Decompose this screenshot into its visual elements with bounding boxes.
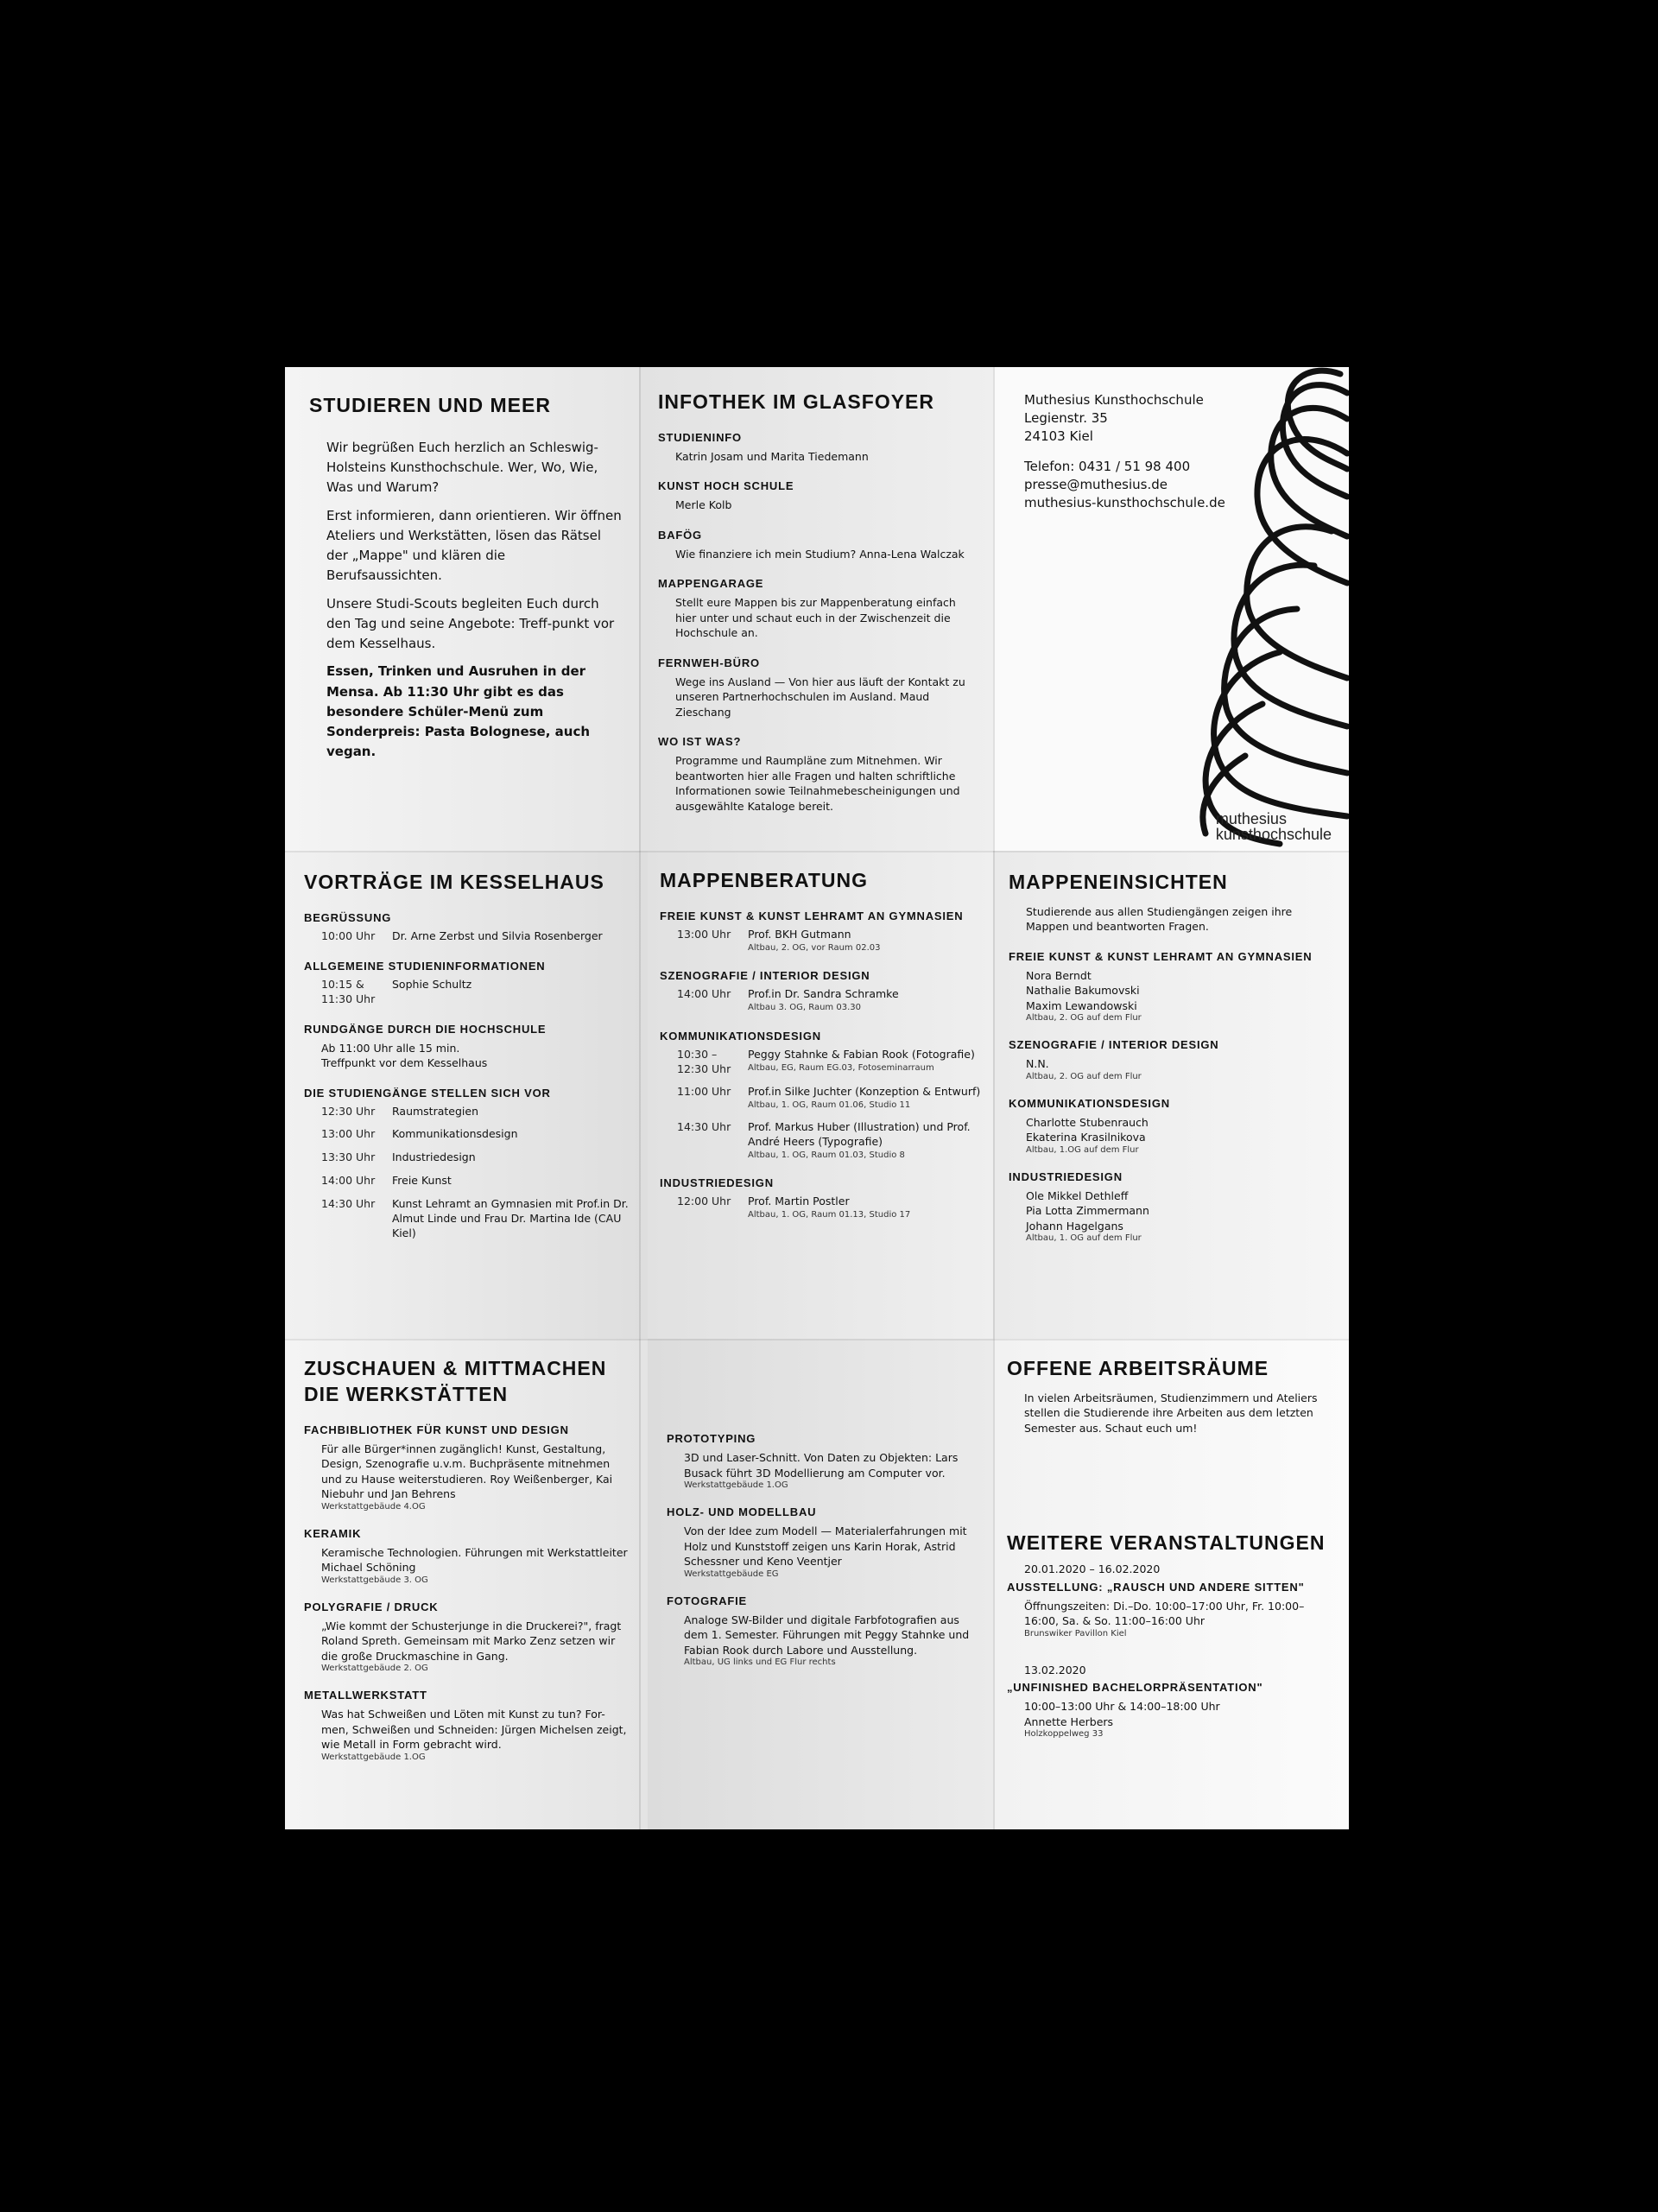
description: Ab 11:00 Uhr alle 15 min. Treffpunkt vor dem Kesselhaus xyxy=(321,1041,488,1070)
werkstatt-section xyxy=(667,1505,979,1579)
item-heading: WO IST WAS? xyxy=(658,735,742,749)
schedule-row xyxy=(321,1127,632,1142)
description xyxy=(748,1195,981,1220)
subsection-heading: FREIE KUNST & KUNST LEHRAMT AN GYMNASIEN xyxy=(660,909,964,922)
schedule-row xyxy=(321,978,632,1007)
item-text: Stellt eure Mappen bis zur Mappenberatung einfach hier unter und schaut euch in der Zwischenzeit die Hochschule an. xyxy=(675,596,956,640)
subsection-heading: METALLWERKSTATT xyxy=(304,1689,427,1702)
item-text: Merle Kolb xyxy=(675,498,732,512)
description: „Wie kommt der Schusterjunge in die Druckerei?", fragt Roland Spreth. Gemeinsam mit Marko Zenz setzen wir die große Druckmaschine in Gang. xyxy=(321,1619,622,1663)
time: 13:00 Uhr xyxy=(321,1127,376,1141)
description: Kommunikationsdesign xyxy=(392,1127,518,1141)
section-title: MAPPENBERATUNG xyxy=(660,869,869,891)
location: Altbau, 1. OG, Raum 01.03, Studio 8 xyxy=(748,1150,905,1160)
subsection-heading: KOMMUNIKATIONSDESIGN xyxy=(660,1029,821,1043)
speaker: Prof. Markus Huber (Illustration) und Prof. André Heers (Typografie) xyxy=(748,1119,971,1148)
schedule-row xyxy=(321,1174,632,1188)
subsection-heading: KERAMIK xyxy=(304,1526,362,1540)
section-title: OFFENE ARBEITSRÄUME xyxy=(1007,1357,1269,1379)
location: Altbau, UG links und EG Flur rechts xyxy=(684,1657,836,1667)
location: Altbau, 2. OG auf dem Flur xyxy=(1026,1071,1142,1081)
panel-vortraege xyxy=(285,851,648,1339)
werkstatt-section xyxy=(304,1423,632,1512)
item-text: Wege ins Ausland — Von hier aus läuft der Kontakt zu unseren Partnerhochschulen im Ausland. Maud Zieschang xyxy=(675,675,965,719)
panel-arbeitsraeume xyxy=(993,1339,1349,1829)
event-title: „UNFINISHED BACHELORPRÄSENTATION" xyxy=(1007,1681,1263,1695)
subsection-heading: SZENOGRAFIE / INTERIOR DESIGN xyxy=(1009,1038,1219,1052)
page-title: STUDIEREN UND MEER xyxy=(309,394,551,416)
description xyxy=(748,987,981,1013)
item-heading: KUNST HOCH SCHULE xyxy=(658,479,794,493)
subsection-heading: KOMMUNIKATIONSDESIGN xyxy=(1009,1096,1170,1110)
description: Dr. Arne Zerbst und Silvia Rosenberger xyxy=(392,929,603,942)
werkstatt-section xyxy=(667,1594,979,1668)
panel-contact xyxy=(993,367,1349,851)
panel-mappenberatung xyxy=(648,851,993,1339)
names: Nora Berndt Nathalie Bakumovski Maxim Lewandowski xyxy=(1026,968,1140,1012)
event-date: 13.02.2020 xyxy=(1024,1663,1086,1676)
infothek-item xyxy=(658,431,974,465)
item-heading: STUDIENINFO xyxy=(658,430,742,444)
intro-paragraph: Essen, Trinken und Ausruhen in der Mensa. Ab 11:30 Uhr gibt es das besondere Schüler-Menü zum Sonderpreis: Pasta Bolognese, auch vegan. xyxy=(326,663,591,760)
description: Freie Kunst xyxy=(392,1174,452,1188)
item-heading: BAFÖG xyxy=(658,528,702,542)
subsection-heading: RUNDGÄNGE DURCH DIE HOCHSCHULE xyxy=(304,1022,547,1036)
description: Sophie Schultz xyxy=(392,977,472,991)
intro-text: In vielen Arbeitsräumen, Studienzimmern und Ateliers stellen die Studierende ihre Arbeiten aus dem letzten Semester aus. Schaut euch um! xyxy=(1024,1391,1318,1435)
description: Analoge SW-Bilder und digitale Farbfotografien aus dem 1. Semester. Führungen mit Peggy Stahnke und Fabian Rook durch Labore und Ausstellung. xyxy=(684,1613,970,1657)
event-location: Brunswiker Pavillon Kiel xyxy=(1024,1628,1127,1638)
schedule-row xyxy=(677,1195,981,1220)
org-name: Muthesius Kunsthochschule xyxy=(1024,392,1204,408)
location: Werkstattgebäude 2. OG xyxy=(321,1664,428,1674)
subsection-heading: INDUSTRIEDESIGN xyxy=(660,1176,774,1190)
subsection-heading: HOLZ- UND MODELLBAU xyxy=(667,1505,817,1518)
subsection-heading: PROTOTYPING xyxy=(667,1432,756,1445)
panel-werkstaetten-2 xyxy=(648,1339,993,1829)
event-description: Öffnungszeiten: Di.–Do. 10:00–17:00 Uhr, Fr. 10:00–16:00, Sa. & So. 11:00–16:00 Uhr xyxy=(1024,1599,1305,1628)
time: 13:00 Uhr xyxy=(677,927,731,941)
einsicht-section xyxy=(1009,1097,1335,1155)
location: Werkstattgebäude 1.OG xyxy=(684,1480,788,1490)
werkstatt-section xyxy=(667,1432,979,1490)
muthesius-logo xyxy=(1216,811,1332,842)
item-text: Wie finanziere ich mein Studium? Anna-Lena Walczak xyxy=(675,547,965,561)
subsection-heading: FREIE KUNST & KUNST LEHRAMT AN GYMNASIEN xyxy=(1009,949,1313,963)
section-title: WEITERE VERANSTALTUNGEN xyxy=(1007,1531,1326,1555)
werkstatt-section xyxy=(304,1600,632,1674)
subsection-heading: SZENOGRAFIE / INTERIOR DESIGN xyxy=(660,969,870,983)
item-heading: FERNWEH-BÜRO xyxy=(658,656,760,669)
section-title: MAPPENEINSICHTEN xyxy=(1009,871,1228,893)
location: Werkstattgebäude 1.OG xyxy=(321,1752,426,1762)
schedule-row xyxy=(677,1048,981,1077)
names: Charlotte Stubenrauch Ekaterina Krasilnikova xyxy=(1026,1115,1149,1144)
phone: Telefon: 0431 / 51 98 400 xyxy=(1024,459,1191,474)
subsection-heading: ALLGEMEINE STUDIENINFORMATIONEN xyxy=(304,959,546,973)
location: Altbau, 1.OG auf dem Flur xyxy=(1026,1144,1139,1155)
time: 14:30 Uhr xyxy=(677,1119,731,1133)
infothek-item xyxy=(658,529,974,562)
event-date: 20.01.2020 – 16.02.2020 xyxy=(1024,1562,1161,1576)
time: 10:30 –12:30 Uhr xyxy=(677,1047,731,1075)
werkstatt-section xyxy=(304,1527,632,1585)
section-title: ZUSCHAUEN & MITTMACHEN DIE WERKSTÄTTEN xyxy=(304,1357,607,1405)
location: Altbau, 2. OG auf dem Flur xyxy=(1026,1013,1142,1024)
fold-line xyxy=(639,367,641,1829)
infothek-item xyxy=(658,479,974,513)
location: Werkstattgebäude 4.OG xyxy=(321,1501,426,1512)
werkstatt-section xyxy=(304,1689,632,1762)
city: 24103 Kiel xyxy=(1024,428,1093,444)
description: Kunst Lehramt an Gymnasien mit Prof.in Dr. Almut Linde und Frau Dr. Martina Ide (CAU Kiel) xyxy=(392,1197,629,1239)
website-link[interactable]: muthesius-kunsthochschule.de xyxy=(1024,495,1225,510)
event-location: Holzkoppelweg 33 xyxy=(1024,1729,1104,1740)
subsection-heading: FACHBIBLIOTHEK FÜR KUNST UND DESIGN xyxy=(304,1423,569,1436)
intro-paragraph: Unsere Studi-Scouts begleiten Euch durch den Tag und seine Angebote: Treff-punkt vor dem Kesselhaus. xyxy=(326,595,615,652)
schedule-row xyxy=(321,1197,632,1241)
time: 14:00 Uhr xyxy=(321,1174,376,1188)
intro-paragraph: Erst informieren, dann orientieren. Wir öffnen Ateliers und Werkstätten, lösen das Rätsel der „Mappe" und klären die Berufsaussichten. xyxy=(326,507,622,584)
time: 13:30 Uhr xyxy=(321,1150,376,1164)
speaker: Prof. BKH Gutmann xyxy=(748,927,851,941)
subsection-heading: BEGRÜSSUNG xyxy=(304,910,392,924)
speaker: Prof.in Silke Juchter (Konzeption & Entwurf) xyxy=(748,1085,981,1099)
schedule-row xyxy=(321,929,632,944)
location: Altbau, 1. OG, Raum 01.13, Studio 17 xyxy=(748,1209,911,1220)
schedule-row xyxy=(677,928,981,954)
location: Altbau, 1. OG, Raum 01.06, Studio 11 xyxy=(748,1100,911,1111)
intro-text: Studierende aus allen Studiengängen zeigen ihre Mappen und beantworten Fragen. xyxy=(1026,904,1293,934)
description xyxy=(748,1120,981,1161)
location: Altbau, 1. OG auf dem Flur xyxy=(1026,1233,1142,1244)
item-text: Programme und Raumpläne zum Mitnehmen. Wir beantworten hier alle Fragen und halten schriftliche Informationen sowie Teilnahmebescheinigungen und ausgewählte Kataloge bereit. xyxy=(675,754,960,813)
speaker: Peggy Stahnke & Fabian Rook (Fotografie) xyxy=(748,1047,975,1061)
description xyxy=(748,1085,981,1111)
panel-mappeneinsichten xyxy=(993,851,1349,1339)
logo-subline: kunsthochschule xyxy=(1215,826,1332,843)
description: Keramische Technologien. Führungen mit Werkstattleiter Michael Schöning xyxy=(321,1545,628,1575)
time: 12:00 Uhr xyxy=(677,1195,731,1208)
schedule-row xyxy=(677,1120,981,1161)
email-link[interactable]: presse@muthesius.de xyxy=(1024,477,1168,492)
panel-werkstaetten xyxy=(285,1339,648,1829)
description: Raumstrategien xyxy=(392,1104,478,1118)
section-title: INFOTHEK IM GLASFOYER xyxy=(658,390,934,413)
panel-infothek xyxy=(639,367,993,851)
names: N.N. xyxy=(1026,1057,1049,1071)
speaker: Prof.in Dr. Sandra Schramke xyxy=(748,987,899,1001)
location: Werkstattgebäude EG xyxy=(684,1569,779,1579)
einsicht-section xyxy=(1009,1170,1335,1244)
subsection-heading: DIE STUDIENGÄNGE STELLEN SICH VOR xyxy=(304,1086,551,1100)
schedule-row xyxy=(677,1085,981,1111)
fold-line xyxy=(285,1339,1349,1341)
infothek-item xyxy=(658,735,974,814)
description: Für alle Bürger*innen zugänglich! Kunst, Gestaltung, Design, Szenografie u.v.m. Buchpräsente mitnehmen und zu Hause weiterstudieren. Roy Weißenberger, Kai Niebuhr und Jan Behrens xyxy=(321,1442,613,1501)
schedule-row xyxy=(321,1150,632,1165)
event-description: 10:00–13:00 Uhr & 14:00–18:00 Uhr Annette Herbers xyxy=(1024,1700,1220,1728)
speaker: Prof. Martin Postler xyxy=(748,1195,850,1208)
description: Industriedesign xyxy=(392,1150,476,1164)
description: Was hat Schweißen und Löten mit Kunst zu tun? For-men, Schweißen und Schneiden: Jürgen Michelsen zeigt, wie Metall in Form gebracht wird. xyxy=(321,1708,627,1752)
item-text: Katrin Josam und Marita Tiedemann xyxy=(675,449,869,463)
time: 10:00 Uhr xyxy=(321,929,376,942)
fold-line xyxy=(285,851,1349,852)
subsection-heading: INDUSTRIEDESIGN xyxy=(1009,1169,1123,1183)
description: Von der Idee zum Modell — Materialerfahrungen mit Holz und Kunststoff zeigen uns Karin Horak, Astrid Schessner und Keno Veentjer xyxy=(684,1524,967,1568)
description: 3D und Laser-Schnitt. Von Daten zu Objekten: Lars Busack führt 3D Modellierung am Computer vor. xyxy=(684,1451,959,1480)
event-title: AUSSTELLUNG: „RAUSCH UND ANDERE SITTEN" xyxy=(1007,1580,1305,1594)
logo-wordmark: muthesius xyxy=(1215,810,1287,827)
panel-studieren xyxy=(285,367,639,851)
description xyxy=(748,1048,981,1077)
einsicht-section xyxy=(1009,950,1335,1024)
location: Werkstattgebäude 3. OG xyxy=(321,1575,428,1585)
time: 11:00 Uhr xyxy=(677,1085,731,1099)
subsection-heading: FOTOGRAFIE xyxy=(667,1594,747,1607)
description xyxy=(748,928,981,954)
location: Altbau 3. OG, Raum 03.30 xyxy=(748,1003,861,1013)
location: Altbau, 2. OG, vor Raum 02.03 xyxy=(748,942,881,953)
time: 14:30 Uhr xyxy=(321,1197,376,1211)
schedule-row xyxy=(677,987,981,1013)
names: Ole Mikkel Dethleff Pia Lotta Zimmermann Johann Hagelgans xyxy=(1026,1188,1149,1233)
fold-line xyxy=(993,367,995,1829)
folded-poster xyxy=(285,367,1349,1829)
infothek-item xyxy=(658,577,974,641)
muthesius-wave-graphic xyxy=(1142,367,1349,851)
intro-paragraph: Wir begrüßen Euch herzlich an Schleswig-Holsteins Kunsthochschule. Wer, Wo, Wie, Was und Warum? xyxy=(326,439,598,496)
schedule-row xyxy=(321,1105,632,1119)
section-title: VORTRÄGE IM KESSELHAUS xyxy=(304,871,604,893)
subsection-heading: POLYGRAFIE / DRUCK xyxy=(304,1600,439,1613)
infothek-item xyxy=(658,656,974,720)
location: Altbau, EG, Raum EG.03, Fotoseminarraum xyxy=(748,1062,934,1073)
einsicht-section xyxy=(1009,1038,1335,1081)
item-heading: MAPPENGARAGE xyxy=(658,577,764,591)
time: 14:00 Uhr xyxy=(677,987,731,1001)
time: 12:30 Uhr xyxy=(321,1104,376,1118)
street: Legienstr. 35 xyxy=(1024,410,1108,426)
time: 10:15 & 11:30 Uhr xyxy=(321,977,376,1005)
